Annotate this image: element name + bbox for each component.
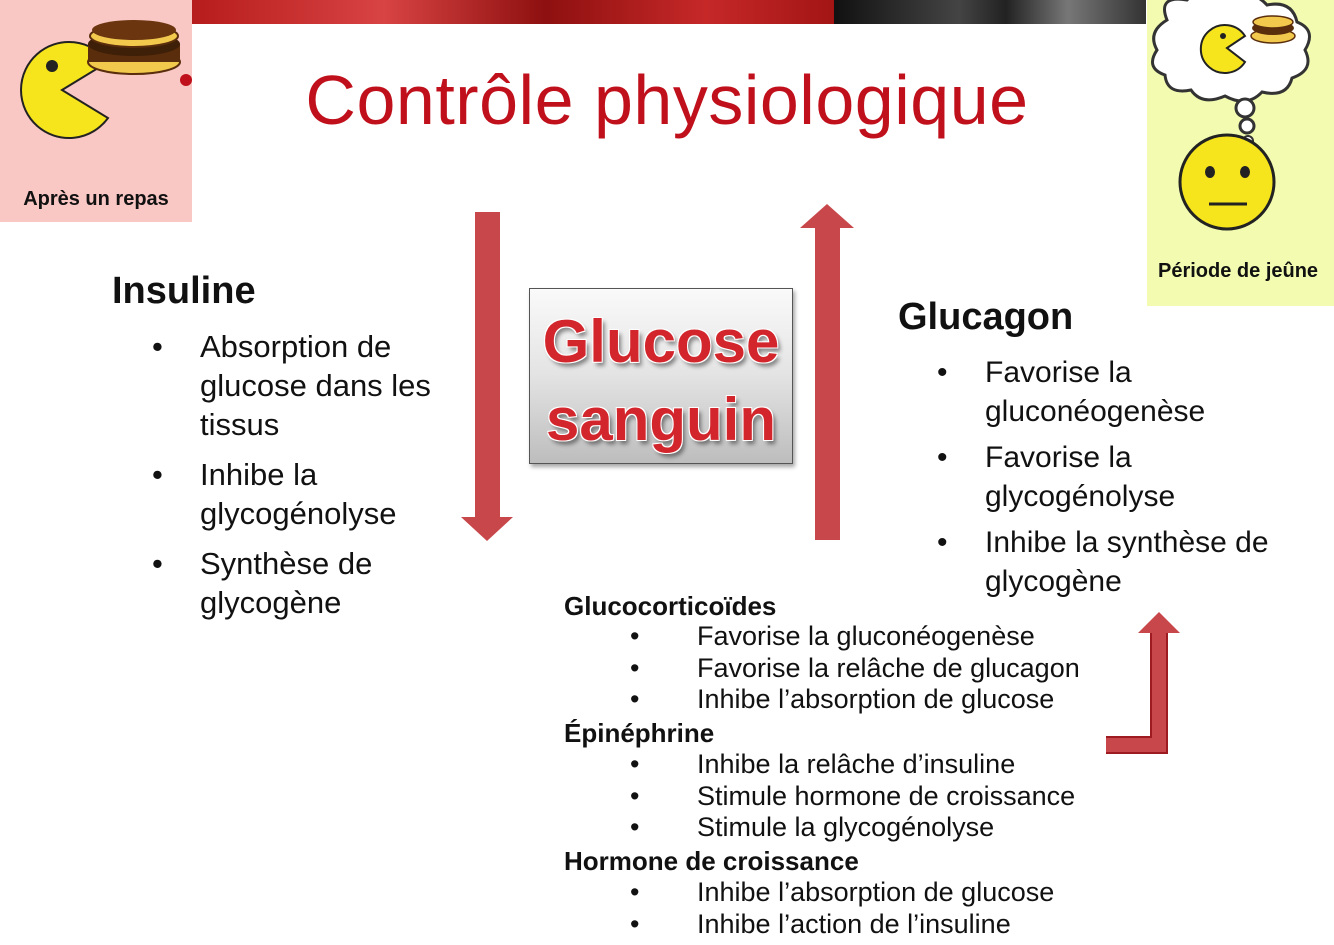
- glucocorticoids-heading: Glucocorticoïdes: [564, 591, 777, 621]
- slide-title: Contrôle physiologique: [305, 61, 1029, 139]
- list-item: • Favorise la glycogénolyse: [985, 438, 1285, 516]
- arrow-elbow-up-hormones-head: [1138, 612, 1180, 633]
- epinephrine-effects-list: [697, 749, 1075, 844]
- glucose-sanguin-box: [529, 288, 793, 464]
- growth-hormone-heading: Hormone de croissance: [564, 846, 859, 876]
- glucose-sanguin-label: Glucose sanguin: [542, 308, 780, 453]
- list-item: • Favorise la gluconéogenèse: [697, 621, 1080, 653]
- list-item: • Stimule la glycogénolyse: [697, 812, 1075, 844]
- fasting-label: Période de jeûne: [1158, 260, 1319, 282]
- glucagon-effects-list: [985, 353, 1285, 608]
- glucocorticoids-effects-list: [697, 621, 1080, 716]
- list-item: • Inhibe l’action de l’insuline: [697, 909, 1054, 941]
- list-item: • Favorise la relâche de glucagon: [697, 653, 1080, 685]
- arrow-up-glucagon: [800, 204, 854, 540]
- epinephrine-heading: Épinéphrine: [564, 718, 715, 748]
- list-item: • Inhibe l’absorption de glucose: [697, 877, 1054, 909]
- insulin-effects-list: [200, 327, 480, 633]
- list-item: • Inhibe la glycogénolyse: [200, 455, 480, 533]
- growth-hormone-effects-list: [697, 877, 1054, 940]
- list-item: • Favorise la gluconéogenèse: [985, 353, 1285, 431]
- list-item: • Inhibe l’absorption de glucose: [697, 684, 1080, 716]
- glucagon-heading: Glucagon: [898, 296, 1074, 338]
- list-item: • Absorption de glucose dans les tissus: [200, 327, 480, 444]
- after-meal-label: Après un repas: [23, 188, 169, 210]
- insulin-heading: Insuline: [112, 270, 256, 312]
- list-item: • Stimule hormone de croissance: [697, 781, 1075, 813]
- list-item: • Synthèse de glycogène: [200, 544, 480, 622]
- list-item: • Inhibe la synthèse de glycogène: [985, 523, 1285, 601]
- list-item: • Inhibe la relâche d’insuline: [697, 749, 1075, 781]
